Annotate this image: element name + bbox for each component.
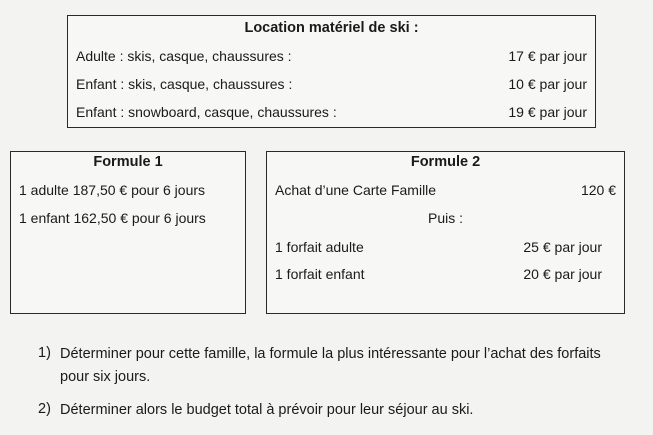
rental-title: Location matériel de ski : <box>244 20 419 36</box>
formule2-card-label: Achat d’une Carte Famille <box>275 182 437 198</box>
question-text: Déterminer pour cette famille, la formule la plus intéressante pour l’achat des forfaits pour six jours. <box>60 346 601 385</box>
formule1-row-text: 1 adulte 187,50 € pour 6 jours <box>19 182 206 198</box>
formule1-box <box>10 151 246 314</box>
formule2-then: Puis : <box>427 210 463 226</box>
formule2-row-card <box>275 180 616 200</box>
formule1-row-text: 1 enfant 162,50 € pour 6 jours <box>19 210 206 226</box>
formule2-box <box>266 151 625 314</box>
formule2-title: Formule 2 <box>410 154 481 170</box>
question-number: 2) <box>38 401 51 417</box>
rental-row-label: Enfant : snowboard, casque, chaussures : <box>76 104 337 120</box>
question-text: Déterminer alors le budget total à prévoir pour leur séjour au ski. <box>60 402 474 418</box>
rental-row-child-snowboard <box>76 102 587 122</box>
formule1-title: Formule 1 <box>93 154 163 170</box>
rental-row-label: Adulte : skis, casque, chaussures : <box>76 48 292 64</box>
formule2-row-label: 1 forfait adulte <box>275 239 364 255</box>
question-number: 1) <box>38 345 51 361</box>
formule2-row-adult <box>275 237 602 257</box>
formule2-row-child <box>275 264 602 284</box>
formule2-row-price: 25 € par jour <box>523 239 602 255</box>
rental-row-adult <box>76 46 587 66</box>
formule2-card-price: 120 € <box>580 182 616 198</box>
rental-row-child-ski <box>76 74 587 94</box>
formule1-row-child <box>19 208 237 228</box>
rental-row-price: 10 € par jour <box>508 76 587 92</box>
rental-row-label: Enfant : skis, casque, chaussures : <box>76 76 293 92</box>
formule2-row-then <box>275 208 616 228</box>
formule2-row-label: 1 forfait enfant <box>275 266 365 282</box>
formule1-row-adult <box>19 180 237 200</box>
rental-box <box>67 15 596 128</box>
rental-row-price: 19 € par jour <box>508 104 587 120</box>
rental-row-price: 17 € par jour <box>508 48 587 64</box>
formule2-row-price: 20 € par jour <box>523 266 602 282</box>
